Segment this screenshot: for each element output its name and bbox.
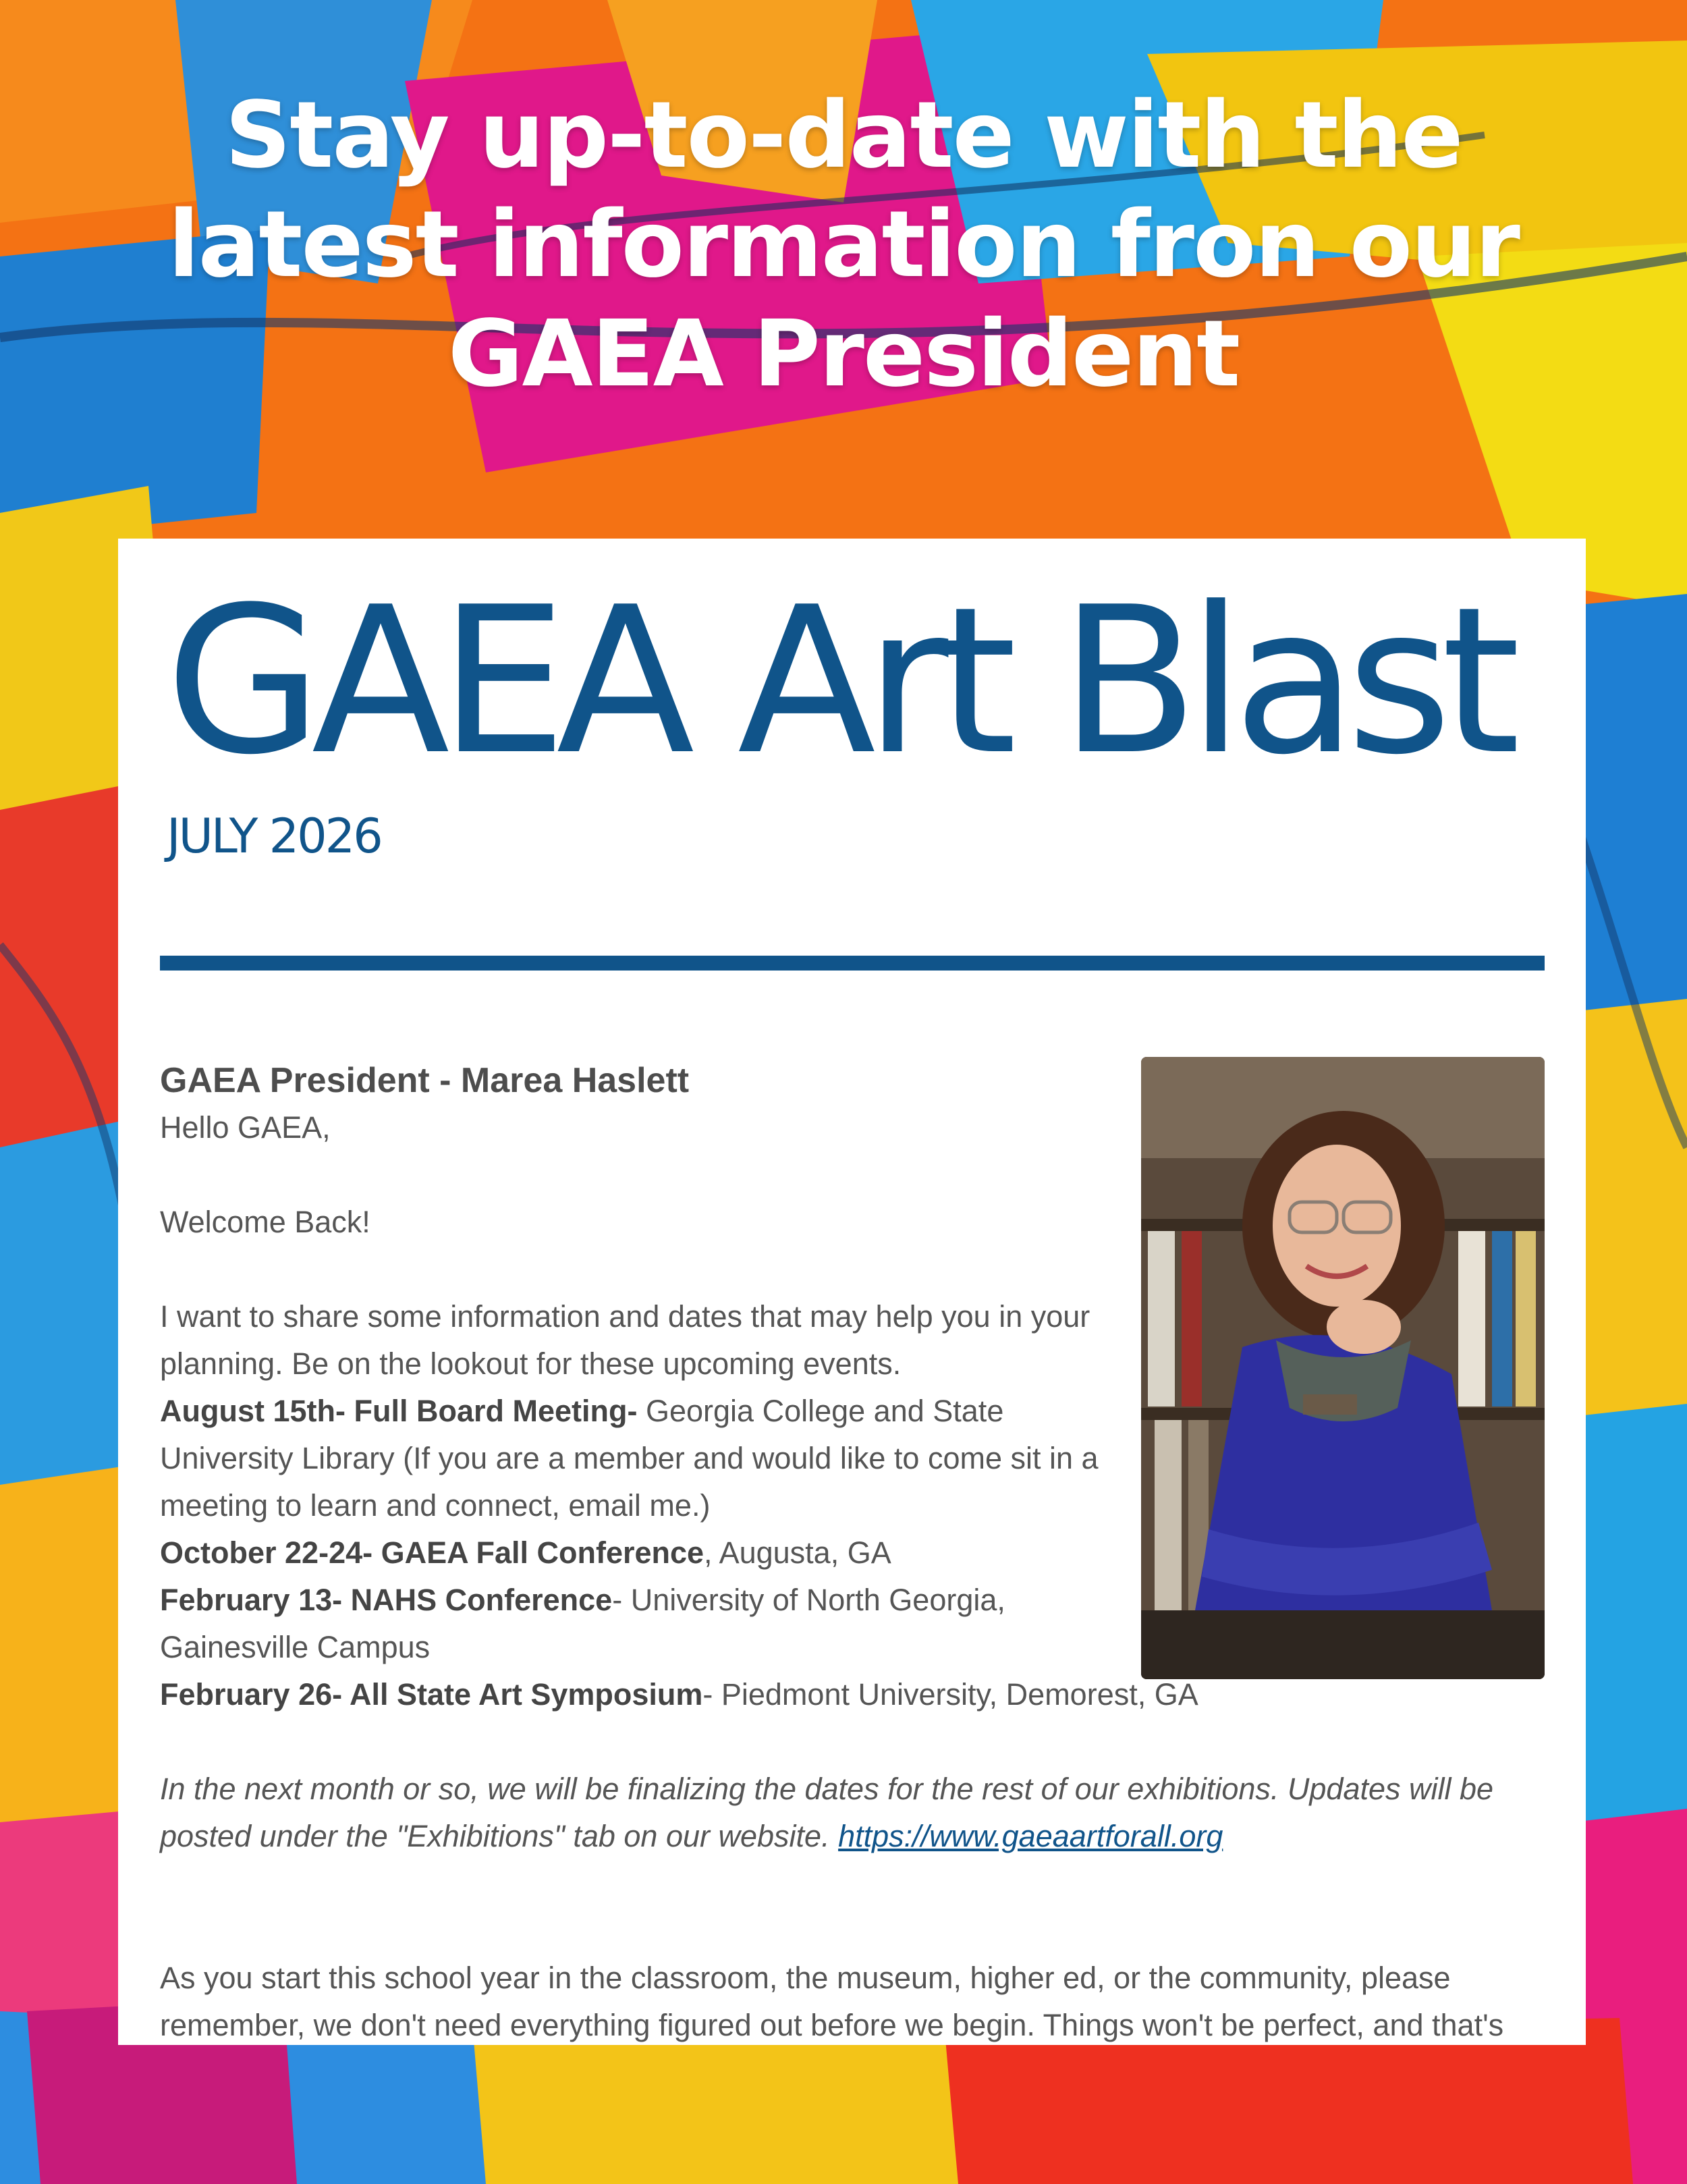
closing-paragraph: As you start this school year in the classroom, the museum, higher ed, or the community, please remember, we don't need everything figured out before we begin. Things won't be perfect, and that's xyxy=(160,1961,1504,2042)
event-item xyxy=(160,1671,1543,1718)
event-detail: - Piedmont University, Demorest, GA xyxy=(702,1677,1198,1712)
article-body xyxy=(160,1057,1543,2045)
welcome-text: Welcome Back! xyxy=(160,1205,370,1239)
event-detail: - University of North Georgia, Gainesville Campus xyxy=(160,1583,1005,1664)
intro-paragraph: I want to share some information and dates that may help you in your planning. Be on the lookout for these upcoming events. xyxy=(160,1299,1090,1381)
hero-title-line: Stay up-to-date with the xyxy=(225,82,1462,189)
divider xyxy=(160,956,1545,971)
newsletter-brand-title: GAEA Art Blast xyxy=(165,564,1510,799)
hero-title-line: latest information fron our xyxy=(168,192,1519,298)
newsletter-card xyxy=(118,539,1586,2045)
greeting-text: Hello GAEA, xyxy=(160,1110,331,1145)
event-detail: , Augusta, GA xyxy=(704,1535,891,1570)
event-title: February 26- All State Art Symposium xyxy=(160,1677,703,1712)
hero-title-line: GAEA President xyxy=(447,301,1240,408)
exhibitions-note xyxy=(160,1766,1543,1860)
event-detail: Georgia College and State University Library (If you are a member and would like to come sit in a meeting to learn and connect, email me.) xyxy=(160,1394,1099,1523)
article-heading: GAEA President - Marea Haslett xyxy=(160,1061,690,1100)
event-title: October 22-24- GAEA Fall Conference xyxy=(160,1535,704,1570)
hero-title xyxy=(101,81,1586,409)
exhibitions-note-text: In the next month or so, we will be finalizing the dates for the rest of our exhibitions. Updates will be posted under the "Exhibitions" tab on our website. xyxy=(160,1772,1494,1853)
issue-date: JULY 2026 xyxy=(167,809,381,864)
event-item xyxy=(160,1388,1111,1529)
event-item xyxy=(160,1529,1111,1577)
event-title: August 15th- Full Board Meeting- xyxy=(160,1394,638,1428)
event-item xyxy=(160,1577,1111,1671)
website-link[interactable]: https://www.gaeaartforall.org xyxy=(838,1819,1223,1853)
event-title: February 13- NAHS Conference xyxy=(160,1583,613,1617)
